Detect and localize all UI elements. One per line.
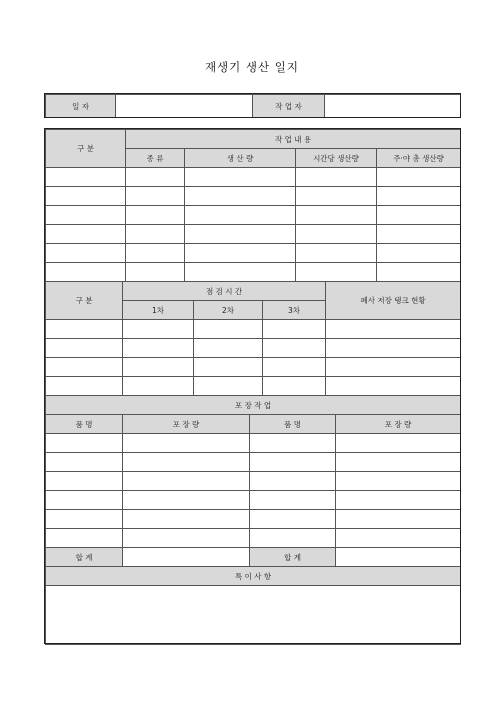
col-item-name-2: 품 명 bbox=[250, 415, 336, 434]
production-row-cell[interactable] bbox=[377, 206, 461, 225]
production-row-cell[interactable] bbox=[377, 263, 461, 282]
production-row bbox=[46, 187, 461, 206]
remarks-field[interactable] bbox=[46, 586, 461, 645]
inspection-row-cell[interactable] bbox=[263, 320, 326, 339]
date-field[interactable] bbox=[116, 95, 253, 118]
inspection-row-cell[interactable] bbox=[263, 377, 326, 396]
production-row-cell[interactable] bbox=[185, 244, 296, 263]
inspection-row bbox=[46, 358, 461, 377]
inspection-time-header: 점 검 시 간 bbox=[123, 282, 326, 301]
packaging-row-cell[interactable] bbox=[250, 491, 336, 510]
total-qty-field-2[interactable] bbox=[336, 548, 461, 567]
packaging-row-cell[interactable] bbox=[336, 491, 461, 510]
inspection-row-cell[interactable] bbox=[263, 358, 326, 377]
packaging-row-cell[interactable] bbox=[336, 472, 461, 491]
inspection-section-label: 구 분 bbox=[46, 282, 123, 320]
packaging-row bbox=[46, 529, 461, 548]
inspection-row-cell[interactable] bbox=[326, 320, 461, 339]
header-table bbox=[45, 94, 461, 118]
packaging-row-cell[interactable] bbox=[336, 510, 461, 529]
total-label-2: 합 계 bbox=[250, 548, 336, 567]
inspection-row-cell[interactable] bbox=[194, 320, 263, 339]
packaging-row-cell[interactable] bbox=[123, 472, 250, 491]
production-row-cell[interactable] bbox=[377, 168, 461, 187]
production-row-cell[interactable] bbox=[46, 206, 126, 225]
remarks-title: 특 이 사 항 bbox=[46, 567, 461, 586]
inspection-row-cell[interactable] bbox=[123, 377, 194, 396]
inspection-row-cell[interactable] bbox=[194, 377, 263, 396]
inspection-row bbox=[46, 377, 461, 396]
col-third-check: 3차 bbox=[263, 301, 326, 320]
packaging-row-cell[interactable] bbox=[46, 472, 123, 491]
packaging-row-cell[interactable] bbox=[336, 434, 461, 453]
production-row-cell[interactable] bbox=[46, 263, 126, 282]
production-row-cell[interactable] bbox=[46, 244, 126, 263]
inspection-row-cell[interactable] bbox=[46, 358, 123, 377]
col-output: 생 산 량 bbox=[185, 149, 296, 168]
production-row bbox=[46, 244, 461, 263]
packaging-table bbox=[45, 395, 461, 645]
packaging-row-cell[interactable] bbox=[123, 453, 250, 472]
inspection-row-cell[interactable] bbox=[46, 377, 123, 396]
production-row-cell[interactable] bbox=[185, 206, 296, 225]
production-section-label: 구 분 bbox=[46, 130, 126, 168]
production-row-cell[interactable] bbox=[185, 168, 296, 187]
production-row-cell[interactable] bbox=[185, 187, 296, 206]
packaging-row-cell[interactable] bbox=[123, 529, 250, 548]
packaging-row-cell[interactable] bbox=[250, 453, 336, 472]
inspection-row-cell[interactable] bbox=[46, 320, 123, 339]
production-row-cell[interactable] bbox=[185, 263, 296, 282]
packaging-row-cell[interactable] bbox=[250, 434, 336, 453]
production-row-cell[interactable] bbox=[296, 187, 377, 206]
packaging-row-cell[interactable] bbox=[46, 529, 123, 548]
production-row-cell[interactable] bbox=[126, 263, 185, 282]
col-hourly-output: 시간당 생산량 bbox=[296, 149, 377, 168]
inspection-rows bbox=[46, 320, 461, 396]
production-row-cell[interactable] bbox=[377, 187, 461, 206]
packaging-row-cell[interactable] bbox=[46, 491, 123, 510]
col-first-check: 1차 bbox=[123, 301, 194, 320]
production-row-cell[interactable] bbox=[296, 244, 377, 263]
packaging-row-cell[interactable] bbox=[336, 529, 461, 548]
production-row bbox=[46, 206, 461, 225]
production-row-cell[interactable] bbox=[46, 168, 126, 187]
production-row-cell[interactable] bbox=[185, 225, 296, 244]
col-type: 종 류 bbox=[126, 149, 185, 168]
inspection-row bbox=[46, 339, 461, 358]
packaging-row bbox=[46, 491, 461, 510]
packaging-row-cell[interactable] bbox=[123, 510, 250, 529]
worker-label: 작 업 자 bbox=[253, 95, 325, 118]
packaging-row-cell[interactable] bbox=[250, 529, 336, 548]
total-qty-field[interactable] bbox=[123, 548, 250, 567]
packaging-row-cell[interactable] bbox=[123, 434, 250, 453]
production-rows bbox=[46, 168, 461, 282]
total-label: 합 계 bbox=[46, 548, 123, 567]
production-row-cell[interactable] bbox=[46, 225, 126, 244]
production-row-cell[interactable] bbox=[377, 225, 461, 244]
packaging-row-cell[interactable] bbox=[123, 491, 250, 510]
packaging-title: 포 장 작 업 bbox=[46, 396, 461, 415]
production-row-cell[interactable] bbox=[126, 225, 185, 244]
col-package-qty-2: 포 장 량 bbox=[336, 415, 461, 434]
packaging-row bbox=[46, 472, 461, 491]
production-row-cell[interactable] bbox=[377, 244, 461, 263]
inspection-row-cell[interactable] bbox=[46, 339, 123, 358]
inspection-row-cell[interactable] bbox=[263, 339, 326, 358]
packaging-row-cell[interactable] bbox=[250, 510, 336, 529]
packaging-rows bbox=[46, 434, 461, 548]
col-package-qty: 포 장 량 bbox=[123, 415, 250, 434]
inspection-row-cell[interactable] bbox=[194, 358, 263, 377]
worker-field[interactable] bbox=[325, 95, 461, 118]
col-second-check: 2차 bbox=[194, 301, 263, 320]
packaging-row bbox=[46, 510, 461, 529]
production-row-cell[interactable] bbox=[126, 168, 185, 187]
inspection-row bbox=[46, 320, 461, 339]
production-row-cell[interactable] bbox=[296, 168, 377, 187]
inspection-row-cell[interactable] bbox=[326, 358, 461, 377]
col-total-output: 주·야 총 생산량 bbox=[377, 149, 461, 168]
production-row-cell[interactable] bbox=[126, 244, 185, 263]
work-content-header: 작 업 내 용 bbox=[126, 130, 461, 149]
packaging-row bbox=[46, 453, 461, 472]
production-row bbox=[46, 225, 461, 244]
packaging-row-cell[interactable] bbox=[250, 472, 336, 491]
col-item-name: 품 명 bbox=[46, 415, 123, 434]
inspection-table bbox=[45, 281, 461, 396]
page-title: 재생기 생산 일지 bbox=[204, 60, 300, 74]
inspection-row-cell[interactable] bbox=[326, 377, 461, 396]
packaging-row-cell[interactable] bbox=[46, 453, 123, 472]
inspection-row-cell[interactable] bbox=[123, 339, 194, 358]
inspection-row-cell[interactable] bbox=[326, 339, 461, 358]
packaging-row-cell[interactable] bbox=[46, 434, 123, 453]
inspection-row-cell[interactable] bbox=[123, 320, 194, 339]
packaging-row-cell[interactable] bbox=[46, 510, 123, 529]
packaging-row bbox=[46, 434, 461, 453]
date-label: 일 자 bbox=[46, 95, 116, 118]
packaging-row-cell[interactable] bbox=[336, 453, 461, 472]
inspection-row-cell[interactable] bbox=[123, 358, 194, 377]
production-row-cell[interactable] bbox=[296, 206, 377, 225]
inspection-row-cell[interactable] bbox=[194, 339, 263, 358]
production-row-cell[interactable] bbox=[296, 263, 377, 282]
production-row bbox=[46, 168, 461, 187]
tank-status-header: 폐사 저장 탱크 현황 bbox=[326, 282, 461, 320]
production-row-cell[interactable] bbox=[46, 187, 126, 206]
production-table bbox=[45, 129, 461, 282]
production-row-cell[interactable] bbox=[296, 225, 377, 244]
production-row-cell[interactable] bbox=[126, 206, 185, 225]
production-row-cell[interactable] bbox=[126, 187, 185, 206]
production-row bbox=[46, 263, 461, 282]
